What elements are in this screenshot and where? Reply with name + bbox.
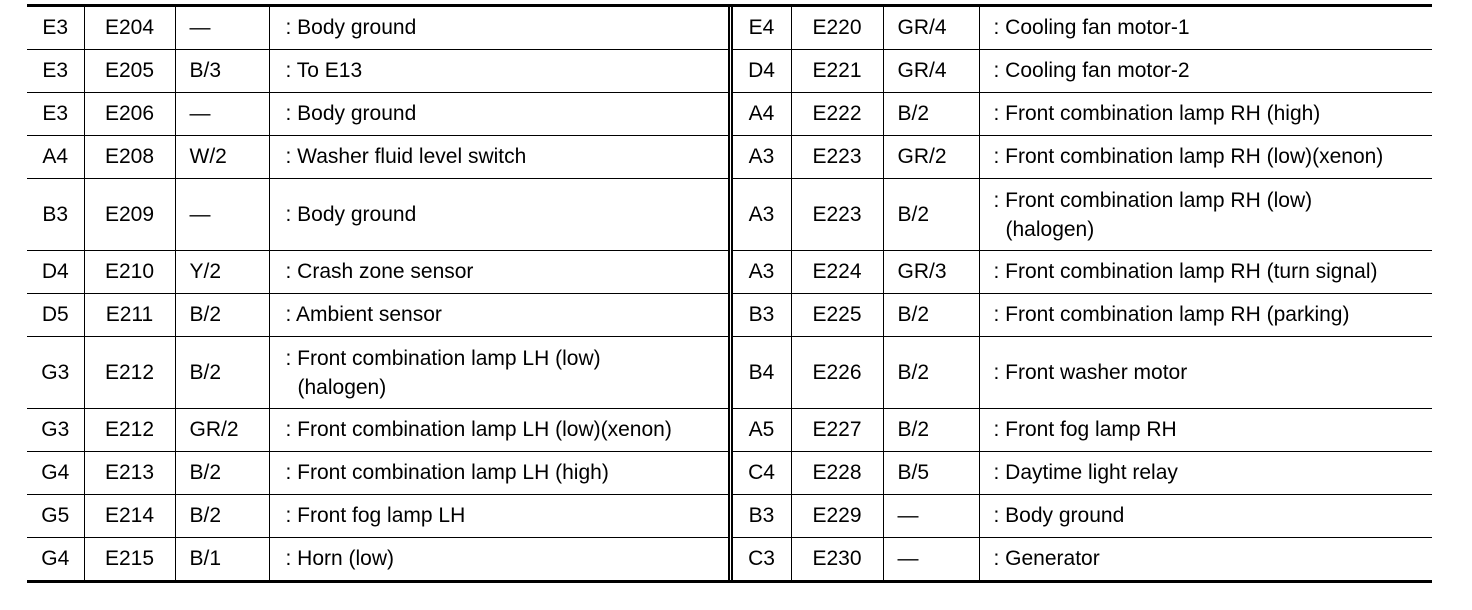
table-row [27, 93, 1432, 136]
left-connector-number: E212 [84, 409, 175, 452]
right-grid-ref: B4 [730, 337, 791, 409]
table-row [27, 452, 1432, 495]
left-connector-number: E211 [84, 294, 175, 337]
table-row [27, 7, 1432, 50]
right-connector-description: : Front combination lamp RH (low)(xenon) [979, 136, 1432, 179]
table-row [27, 337, 1432, 409]
left-connector-description: : To E13 [269, 50, 730, 93]
left-connector-description: : Crash zone sensor [269, 251, 730, 294]
left-connector-color: B/2 [175, 452, 269, 495]
right-connector-number: E228 [791, 452, 883, 495]
right-connector-color: GR/2 [883, 136, 979, 179]
left-connector-number: E215 [84, 538, 175, 581]
right-connector-number: E222 [791, 93, 883, 136]
table-row [27, 409, 1432, 452]
left-connector-number: E212 [84, 337, 175, 409]
description-line-2: (halogen) [1005, 217, 1095, 241]
right-connector-color: B/2 [883, 294, 979, 337]
right-connector-color: — [883, 495, 979, 538]
left-connector-color: B/2 [175, 495, 269, 538]
right-connector-description: : Front combination lamp RH (parking) [979, 294, 1432, 337]
right-connector-description: : Front fog lamp RH [979, 409, 1432, 452]
left-connector-color: B/2 [175, 337, 269, 409]
right-connector-color: GR/3 [883, 251, 979, 294]
left-grid-ref: G5 [27, 495, 84, 538]
right-grid-ref: D4 [730, 50, 791, 93]
left-connector-description: : Body ground [269, 7, 730, 50]
table-row [27, 50, 1432, 93]
description-line-1: : Front combination lamp RH (low) [993, 188, 1313, 212]
right-grid-ref: E4 [730, 7, 791, 50]
bottom-rule [27, 580, 1432, 583]
right-connector-number: E226 [791, 337, 883, 409]
table-row [27, 495, 1432, 538]
right-connector-color: B/2 [883, 409, 979, 452]
right-connector-number: E225 [791, 294, 883, 337]
left-grid-ref: E3 [27, 93, 84, 136]
left-grid-ref: G3 [27, 337, 84, 409]
right-connector-description: : Front washer motor [979, 337, 1432, 409]
right-connector-description: : Body ground [979, 495, 1432, 538]
right-connector-description: : Generator [979, 538, 1432, 581]
description-line-1: : Front combination lamp LH (low) [285, 346, 601, 370]
left-connector-color: B/1 [175, 538, 269, 581]
left-connector-color: — [175, 179, 269, 251]
right-connector-number: E224 [791, 251, 883, 294]
right-connector-description: : Front combination lamp RH (high) [979, 93, 1432, 136]
connector-table [27, 7, 1432, 580]
right-connector-number: E230 [791, 538, 883, 581]
left-connector-color: B/3 [175, 50, 269, 93]
right-connector-color: — [883, 538, 979, 581]
left-grid-ref: B3 [27, 179, 84, 251]
table-row [27, 179, 1432, 251]
right-grid-ref: A3 [730, 179, 791, 251]
right-connector-color: B/5 [883, 452, 979, 495]
left-connector-number: E206 [84, 93, 175, 136]
left-connector-color: — [175, 93, 269, 136]
left-connector-description: : Body ground [269, 93, 730, 136]
table-row [27, 136, 1432, 179]
right-grid-ref: B3 [730, 495, 791, 538]
right-connector-description: : Cooling fan motor-2 [979, 50, 1432, 93]
right-connector-color: B/2 [883, 179, 979, 251]
left-connector-description [269, 337, 730, 409]
left-connector-description: : Front fog lamp LH [269, 495, 730, 538]
right-connector-number: E229 [791, 495, 883, 538]
left-connector-number: E213 [84, 452, 175, 495]
left-grid-ref: D4 [27, 251, 84, 294]
left-connector-number: E209 [84, 179, 175, 251]
left-connector-description: : Front combination lamp LH (low)(xenon) [269, 409, 730, 452]
left-connector-color: B/2 [175, 294, 269, 337]
right-connector-color: B/2 [883, 93, 979, 136]
left-grid-ref: G4 [27, 452, 84, 495]
left-connector-color: W/2 [175, 136, 269, 179]
left-connector-number: E205 [84, 50, 175, 93]
left-connector-description: : Ambient sensor [269, 294, 730, 337]
right-connector-number: E227 [791, 409, 883, 452]
description-line-2: (halogen) [297, 375, 387, 399]
right-connector-color: B/2 [883, 337, 979, 409]
top-rule [27, 4, 1432, 7]
table-row [27, 251, 1432, 294]
left-grid-ref: G3 [27, 409, 84, 452]
left-grid-ref: E3 [27, 50, 84, 93]
right-grid-ref: C4 [730, 452, 791, 495]
table-row [27, 538, 1432, 581]
right-connector-number: E223 [791, 136, 883, 179]
left-connector-number: E214 [84, 495, 175, 538]
left-connector-color: GR/2 [175, 409, 269, 452]
right-connector-description: : Cooling fan motor-1 [979, 7, 1432, 50]
left-grid-ref: A4 [27, 136, 84, 179]
right-grid-ref: A3 [730, 136, 791, 179]
right-grid-ref: A5 [730, 409, 791, 452]
right-connector-number: E221 [791, 50, 883, 93]
right-grid-ref: B3 [730, 294, 791, 337]
left-connector-description: : Body ground [269, 179, 730, 251]
right-connector-color: GR/4 [883, 50, 979, 93]
table-row [27, 294, 1432, 337]
left-connector-number: E208 [84, 136, 175, 179]
left-connector-color: — [175, 7, 269, 50]
left-grid-ref: D5 [27, 294, 84, 337]
right-connector-number: E223 [791, 179, 883, 251]
right-connector-description: : Front combination lamp RH (turn signal) [979, 251, 1432, 294]
left-connector-number: E210 [84, 251, 175, 294]
right-grid-ref: A3 [730, 251, 791, 294]
right-connector-description: : Daytime light relay [979, 452, 1432, 495]
right-grid-ref: A4 [730, 93, 791, 136]
connector-list [27, 4, 1432, 580]
left-connector-description: : Washer fluid level switch [269, 136, 730, 179]
right-connector-color: GR/4 [883, 7, 979, 50]
left-connector-color: Y/2 [175, 251, 269, 294]
left-grid-ref: G4 [27, 538, 84, 581]
left-grid-ref: E3 [42, 16, 69, 39]
left-connector-description: : Horn (low) [269, 538, 730, 581]
right-connector-description [979, 179, 1432, 251]
left-connector-description: : Front combination lamp LH (high) [269, 452, 730, 495]
left-connector-number: E204 [84, 7, 175, 50]
right-grid-ref: C3 [730, 538, 791, 581]
right-connector-number: E220 [791, 7, 883, 50]
